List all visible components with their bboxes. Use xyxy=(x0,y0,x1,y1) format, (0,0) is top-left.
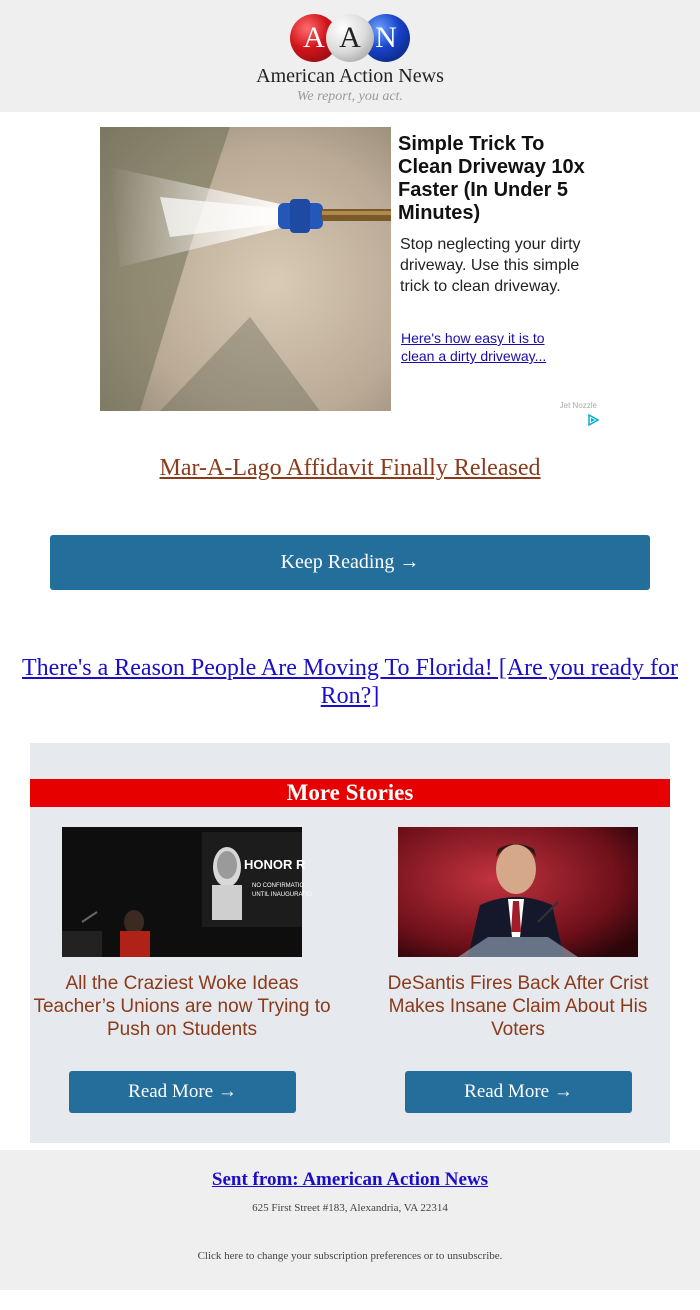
unsubscribe-link[interactable]: Click here to change your subscription preferences or to unsubscribe. xyxy=(197,1250,503,1262)
more-stories-section xyxy=(30,743,670,1143)
mailing-address: 625 First Street #183, Alexandria, VA 22314 xyxy=(252,1202,448,1214)
story-image-sign-text: HONOR R xyxy=(244,857,306,872)
pressure-washer-illustration xyxy=(100,127,391,411)
ad-title[interactable]: Simple Trick To Clean Driveway 10x Faster (In Under 5 Minutes) xyxy=(398,133,585,224)
story-image-desantis[interactable] xyxy=(398,827,638,957)
brand-name: American Action News xyxy=(256,65,444,87)
story-image-teacher-unions[interactable] xyxy=(62,827,313,957)
headline-link[interactable]: Mar-A-Lago Affidavit Finally Released xyxy=(159,455,541,481)
story-image-sign-text: UNTIL INAUGURATIO xyxy=(252,892,313,898)
read-more-button[interactable]: Read More → xyxy=(69,1071,296,1113)
keep-reading-button[interactable]: Keep Reading → xyxy=(50,535,650,590)
read-more-button[interactable]: Read More → xyxy=(405,1071,632,1113)
sent-from-link[interactable]: Sent from: American Action News xyxy=(211,1169,489,1190)
logo-ball-white: A xyxy=(326,14,374,62)
story-image-sign-text: NO CONFIRMATIO xyxy=(252,883,305,889)
logo-ball-blue: N xyxy=(362,14,410,62)
story-title-teacher-unions[interactable]: All the Craziest Woke Ideas Teacher’s Unions are now Trying to Push on Students xyxy=(33,973,331,1040)
more-stories-heading: More Stories xyxy=(30,779,670,807)
ad-image[interactable] xyxy=(100,127,391,411)
brand-tagline: We report, you act. xyxy=(297,89,403,104)
florida-link[interactable]: There's a Reason People Are Moving To Florida! [Are you ready for Ron?] xyxy=(21,655,679,709)
email-footer xyxy=(0,1150,700,1290)
email-header xyxy=(0,0,700,112)
ad-body: Stop neglecting your dirty driveway. Use this simple trick to clean driveway. xyxy=(400,236,581,295)
story-title-desantis[interactable]: DeSantis Fires Back After Crist Makes Insane Claim About His Voters xyxy=(387,973,649,1040)
adchoices-icon[interactable] xyxy=(587,413,599,425)
logo[interactable] xyxy=(290,14,410,64)
ad-link[interactable]: Here's how easy it is to clean a dirty driveway... xyxy=(401,330,547,364)
logo-ball-red: A xyxy=(290,14,338,62)
ad-source: Jet Nozzle xyxy=(559,401,597,410)
